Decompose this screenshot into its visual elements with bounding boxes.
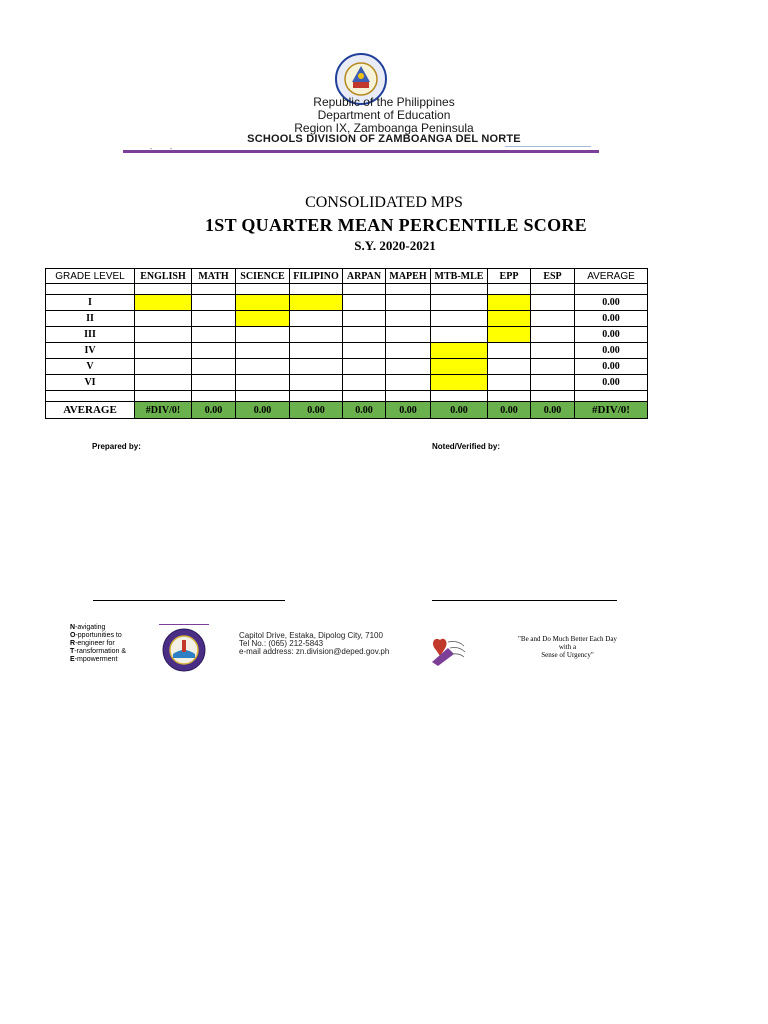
cell-filipino[interactable] [290, 359, 343, 375]
cell-arpan[interactable] [343, 327, 386, 343]
heart-logo-icon [428, 632, 468, 668]
cell-esp[interactable] [531, 343, 575, 359]
cell-filipino[interactable] [290, 295, 343, 311]
email-line: e-mail address: zn.division@deped.gov.ph [239, 647, 390, 656]
cell-math[interactable] [192, 327, 236, 343]
header-department: Department of Education [317, 108, 451, 122]
col-header: FILIPINO [290, 269, 343, 284]
motto-line: with a [558, 643, 577, 651]
cell-arpan[interactable] [343, 359, 386, 375]
total-english: #DIV/0! [135, 402, 192, 419]
cell-mapeh[interactable] [386, 311, 431, 327]
cell-mapeh[interactable] [386, 295, 431, 311]
cell-epp[interactable] [488, 359, 531, 375]
cell-esp[interactable] [531, 295, 575, 311]
division-seal-icon [159, 624, 209, 672]
mps-table [45, 268, 648, 419]
total-filipino: 0.00 [290, 402, 343, 419]
cell-mapeh[interactable] [386, 343, 431, 359]
office-address [239, 632, 389, 656]
prepared-signature-line [93, 600, 285, 601]
total-mapeh: 0.00 [386, 402, 431, 419]
total-esp: 0.00 [531, 402, 575, 419]
division-motto [505, 635, 630, 659]
cell-mtb-mle[interactable] [431, 295, 488, 311]
table-row [46, 295, 648, 311]
row-average: 0.00 [575, 343, 648, 359]
row-average: 0.00 [575, 311, 648, 327]
cell-mtb-mle[interactable] [431, 375, 488, 391]
noted-signature-line [432, 600, 617, 601]
cell-epp[interactable] [488, 327, 531, 343]
cell-math[interactable] [192, 359, 236, 375]
cell-arpan[interactable] [343, 311, 386, 327]
cell-science[interactable] [236, 311, 290, 327]
total-mtb-mle: 0.00 [431, 402, 488, 419]
header-thin-rule [505, 146, 591, 147]
col-header: ESP [531, 269, 575, 284]
header-division: SCHOOLS DIVISION OF ZAMBOANGA DEL NORTE [247, 133, 521, 145]
cell-math[interactable] [192, 295, 236, 311]
cell-mtb-mle[interactable] [431, 359, 488, 375]
cell-mapeh[interactable] [386, 375, 431, 391]
acronym-line: T-ransformation & [70, 648, 127, 655]
noted-by-label: Noted/Verified by: [432, 442, 501, 451]
cell-math[interactable] [192, 375, 236, 391]
cell-english[interactable] [135, 359, 192, 375]
col-header: MATH [192, 269, 236, 284]
cell-epp[interactable] [488, 295, 531, 311]
telephone-line: Tel No.: (065) 212-5843 [239, 639, 324, 648]
col-header: ARPAN [343, 269, 386, 284]
norte-acronym [70, 624, 126, 664]
cell-mapeh[interactable] [386, 359, 431, 375]
grade-label: VI [46, 375, 135, 391]
total-epp: 0.00 [488, 402, 531, 419]
grade-label: IV [46, 343, 135, 359]
table-row [46, 327, 648, 343]
cell-math[interactable] [192, 343, 236, 359]
table-row [46, 311, 648, 327]
cell-arpan[interactable] [343, 295, 386, 311]
cell-epp[interactable] [488, 375, 531, 391]
grade-label: I [46, 295, 135, 311]
cell-epp[interactable] [488, 311, 531, 327]
acronym-line: O-pportunities to [70, 632, 122, 639]
total-average: #DIV/0! [575, 402, 648, 419]
table-row [46, 359, 648, 375]
row-average: 0.00 [575, 359, 648, 375]
doc-subtitle: 1ST QUARTER MEAN PERCENTILE SCORE [204, 215, 587, 235]
cell-esp[interactable] [531, 375, 575, 391]
grade-label: V [46, 359, 135, 375]
col-header: AVERAGE [575, 269, 648, 284]
cell-english[interactable] [135, 295, 192, 311]
cell-esp[interactable] [531, 359, 575, 375]
cell-esp[interactable] [531, 327, 575, 343]
total-arpan: 0.00 [343, 402, 386, 419]
row-average: 0.00 [575, 375, 648, 391]
doc-title: CONSOLIDATED MPS [305, 194, 463, 211]
total-math: 0.00 [192, 402, 236, 419]
table-header-row [46, 269, 648, 284]
col-header: MTB-MLE [431, 269, 488, 284]
total-science: 0.00 [236, 402, 290, 419]
motto-line: Sense of Urgency" [541, 651, 594, 659]
cell-english[interactable] [135, 327, 192, 343]
col-header: MAPEH [386, 269, 431, 284]
cell-english[interactable] [135, 311, 192, 327]
cell-filipino[interactable] [290, 375, 343, 391]
address-line: Capitol Drive, Estaka, Dipolog City, 7100 [239, 631, 383, 640]
row-average: 0.00 [575, 295, 648, 311]
row-average: 0.00 [575, 327, 648, 343]
cell-science[interactable] [236, 295, 290, 311]
prepared-by-label: Prepared by: [92, 442, 141, 451]
table-spacer-row [46, 391, 648, 402]
cell-science[interactable] [236, 375, 290, 391]
acronym-line: E-mpowerment [70, 656, 118, 663]
col-header: SCIENCE [236, 269, 290, 284]
cell-english[interactable] [135, 375, 192, 391]
cell-mapeh[interactable] [386, 327, 431, 343]
motto-line: "Be and Do Much Better Each Day [518, 635, 617, 643]
cell-science[interactable] [236, 359, 290, 375]
grade-label: III [46, 327, 135, 343]
cell-arpan[interactable] [343, 343, 386, 359]
col-header: ENGLISH [135, 269, 192, 284]
cell-science[interactable] [236, 343, 290, 359]
cell-arpan[interactable] [343, 375, 386, 391]
col-header: GRADE LEVEL [46, 269, 135, 284]
cell-mtb-mle[interactable] [431, 343, 488, 359]
acronym-line: N-avigating [70, 624, 106, 631]
header-republic: Republic of the Philippines [313, 95, 455, 109]
cell-filipino[interactable] [290, 327, 343, 343]
header-rule [123, 150, 599, 153]
cell-english[interactable] [135, 343, 192, 359]
total-label: AVERAGE [46, 402, 135, 419]
cell-filipino[interactable] [290, 311, 343, 327]
col-header: EPP [488, 269, 531, 284]
cell-epp[interactable] [488, 343, 531, 359]
cell-mtb-mle[interactable] [431, 327, 488, 343]
cell-mtb-mle[interactable] [431, 311, 488, 327]
table-row [46, 375, 648, 391]
cell-filipino[interactable] [290, 343, 343, 359]
header-region: Region IX, Zamboanga Peninsula [294, 121, 474, 135]
table-total-row [46, 402, 648, 419]
acronym-line: R-engineer for [70, 640, 115, 647]
cell-math[interactable] [192, 311, 236, 327]
grade-label: II [46, 311, 135, 327]
cell-science[interactable] [236, 327, 290, 343]
cell-esp[interactable] [531, 311, 575, 327]
table-row [46, 343, 648, 359]
school-year: S.Y. 2020-2021 [354, 238, 436, 253]
table-spacer-row [46, 284, 648, 295]
